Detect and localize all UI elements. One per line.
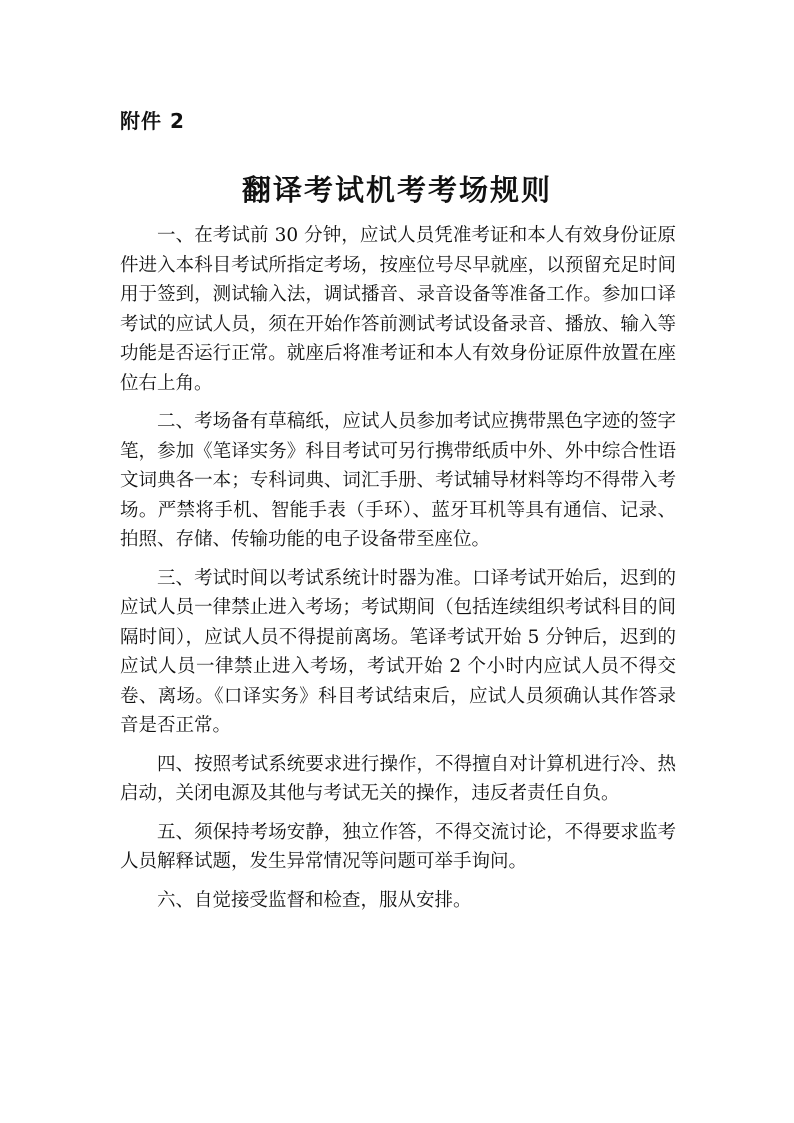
rule-paragraph-2: 二、考场备有草稿纸，应试人员参加考试应携带黑色字迹的签字笔，参加《笔译实务》科目考试可另行携带纸质中外、外中综合性语文词典各一本；专科词典、词汇手册、考试辅导材料等均不得带入考场。严禁将手机、智能手表（手环）、蓝牙耳机等具有通信、记录、拍照、存储、传输功能的电子设备带至座位。: [120, 411, 676, 550]
rule-paragraph-4: 四、按照考试系统要求进行操作，不得擅自对计算机进行冷、热启动，关闭电源及其他与考试无关的操作，违反者责任自负。: [120, 753, 676, 804]
attachment-label: 附件 2: [120, 109, 185, 133]
document-title: 翻译考试机考考场规则: [241, 173, 552, 207]
rule-paragraph-3: 三、考试时间以考试系统计时器为准。口译考试开始后，迟到的应试人员一律禁止进入考场；考试期间（包括连续组织考试科目的间隔时间），应试人员不得提前离场。笔译考试开始 5 分钟后，迟到的应试人员一律禁止进入考场，考试开始 2 个小时内应试人员不得交卷、离场。《口译实务》科目考试结束后，应试人员须确认其作答录音是否正常。: [120, 567, 676, 736]
rule-paragraph-1: 一、在考试前 30 分钟，应试人员凭准考证和本人有效身份证原件进入本科目考试所指定考场，按座位号尽早就座，以预留充足时间用于签到，测试输入法，调试播音、录音设备等准备工作。参加口译考试的应试人员，须在开始作答前测试考试设备录音、播放、输入等功能是否运行正常。就座后将准考证和本人有效身份证原件放置在座位右上角。: [120, 225, 676, 394]
rule-paragraph-6: 六、自觉接受监督和检查，服从安排。: [157, 889, 472, 911]
rule-paragraph-5: 五、须保持考场安静，独立作答，不得交流讨论，不得要求监考人员解释试题，发生异常情况等问题可举手询问。: [120, 821, 676, 872]
document-body: [120, 221, 676, 924]
